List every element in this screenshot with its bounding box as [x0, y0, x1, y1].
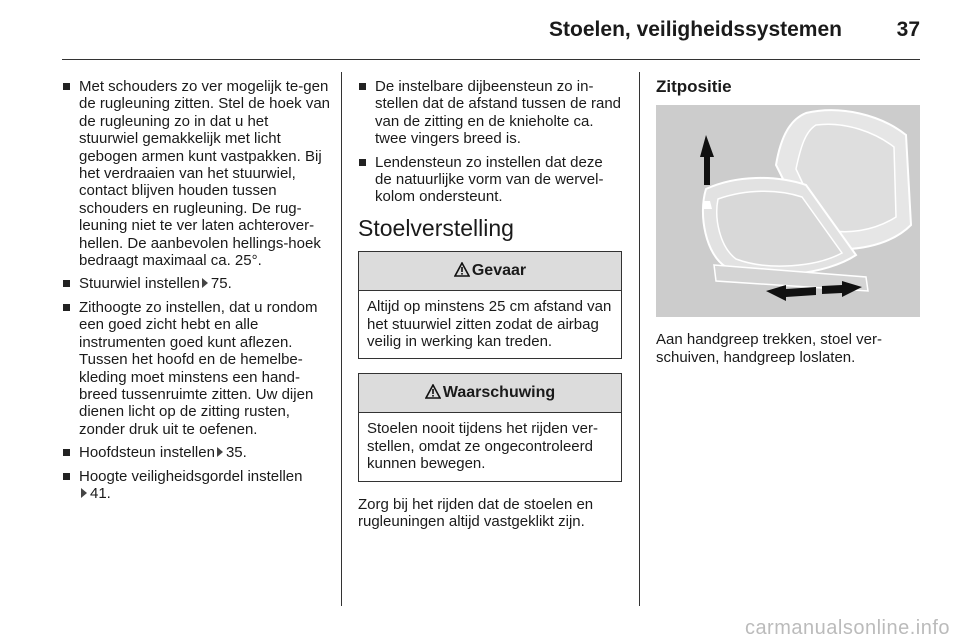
- bullet-list: [358, 78, 622, 206]
- list-item: Hoogte veiligheidsgordel instellen 41.: [62, 468, 330, 503]
- warning-box: [358, 373, 622, 481]
- column-3: [656, 78, 920, 366]
- cross-reference-icon: [81, 488, 87, 498]
- chapter-title: Stoelen, veiligheidssystemen: [549, 18, 842, 41]
- column-1: [62, 78, 330, 508]
- warning-triangle-icon: [454, 262, 470, 277]
- page-reference[interactable]: 75.: [210, 275, 232, 293]
- column-2: [358, 78, 622, 531]
- list-item: Lendensteun zo instellen dat deze de natuurlijke vorm van de wervel-kolom ondersteunt.: [358, 154, 622, 206]
- page-reference[interactable]: 41.: [90, 484, 111, 502]
- note-text: Zorg bij het rijden dat de stoelen en rugleuningen altijd vastgeklikt zijn.: [358, 495, 594, 531]
- danger-title: Gevaar: [471, 262, 527, 280]
- column-divider-1: [341, 72, 342, 606]
- figure-caption: Aan handgreep trekken, stoel ver-schuiven, handgreep loslaten.: [656, 331, 882, 366]
- seat-icon: [656, 105, 920, 317]
- list-item: Met schouders zo ver mogelijk te-gen de rugleuning zitten. Stel de hoek van de rugleuning zo in dat u het stuurwiel gemakkelijk met licht gebogen armen kunt vastpakken. Bij het verdraaien van het stuurwiel, contact blijven houden tussen schouders en rugleuning. De rug-leuning niet te ver laten achterover-hellen. De aanbevolen hellings-hoek bedraagt maximaal ca. 25°.: [62, 78, 330, 269]
- cross-reference-icon: [217, 447, 223, 457]
- warning-header: [359, 374, 621, 413]
- column-divider-2: [639, 72, 640, 606]
- subheading: Zitpositie: [656, 77, 732, 96]
- page-number: 37: [896, 18, 920, 41]
- list-item: Hoofdsteun instellen 35.: [62, 444, 330, 461]
- page-header: [62, 14, 920, 58]
- danger-box: [358, 251, 622, 359]
- section-title: Stoelverstelling: [358, 214, 514, 241]
- list-item: Stuurwiel instellen 75.: [62, 275, 330, 292]
- page-reference[interactable]: 35.: [225, 444, 247, 462]
- list-item: De instelbare dijbeensteun zo in-stellen dat de afstand tussen de rand van de zitting en de knieholte ca. twee vingers breed is.: [358, 78, 622, 148]
- bullet-list: [62, 78, 330, 502]
- cross-reference-icon: [202, 278, 208, 288]
- seat-adjustment-illustration: [656, 105, 920, 317]
- warning-body: Stoelen nooit tijdens het rijden ver-stellen, omdat ze ongecontroleerd kunnen bewegen.: [367, 420, 598, 473]
- danger-header: [359, 252, 621, 291]
- list-item: Zithoogte zo instellen, dat u rondom een goed zicht hebt en alle instrumenten goed kunt aflezen. Tussen het hoofd en de hemelbe-kleding moet minstens een hand-breed tussenruimte zitten. Uw dijen dienen licht op de zitting rusten, zonder druk uit te oefenen.: [62, 299, 330, 438]
- danger-body: Altijd op minstens 25 cm afstand van het stuurwiel zitten zodat de airbag veilig in werking kan treden.: [367, 298, 612, 351]
- warning-title: Waarschuwing: [442, 384, 556, 402]
- warning-triangle-icon: [425, 384, 441, 399]
- watermark: carmanualsonline.info: [744, 617, 950, 639]
- header-rule: [62, 59, 920, 60]
